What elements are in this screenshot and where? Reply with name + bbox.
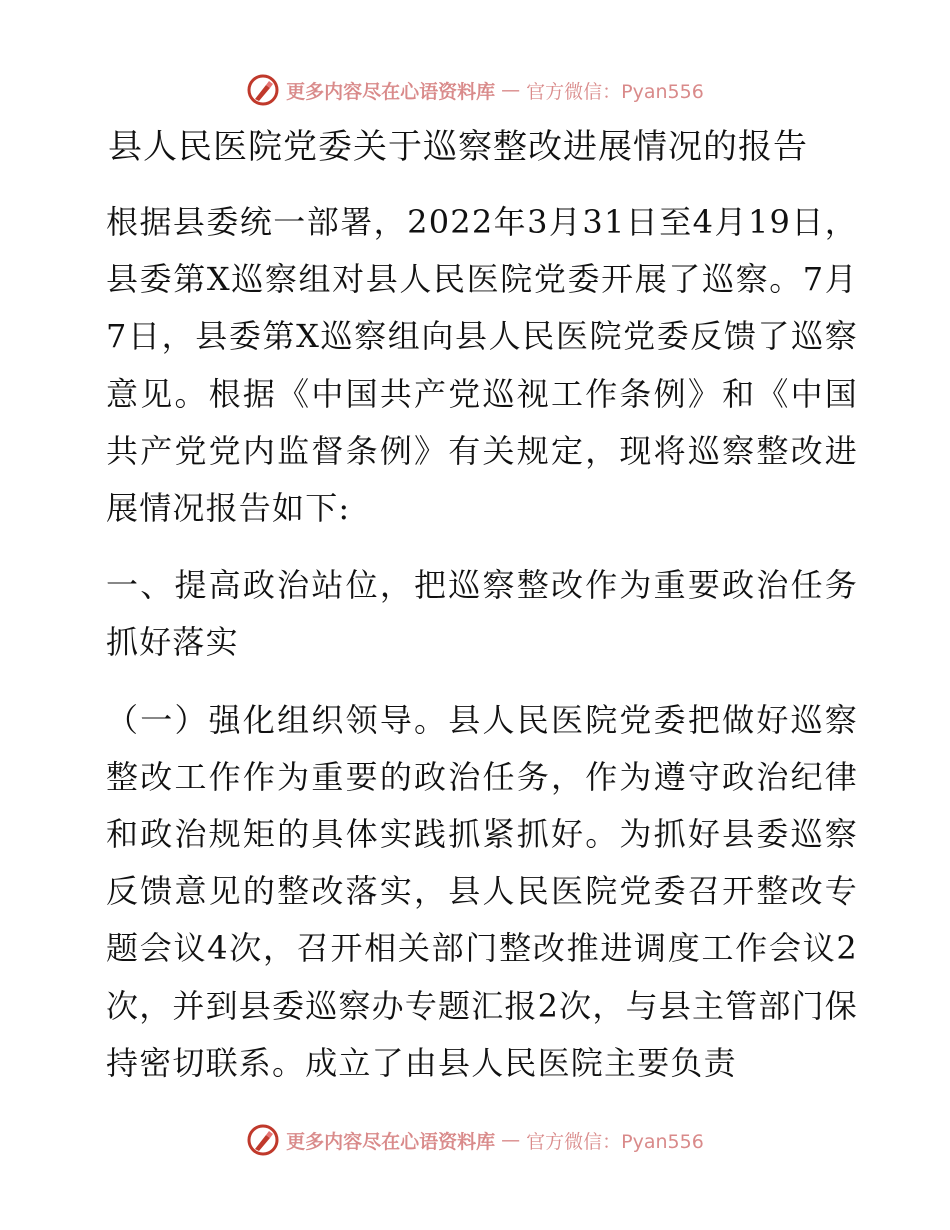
pen-logo-icon bbox=[246, 1123, 280, 1157]
paragraph-intro: 根据县委统一部署，2022年3月31日至4月19日，县委第X巡察组对县人民医院党委开展了巡察。7月7日，县委第X巡察组向县人民医院党委反馈了巡察意见。根据《中国共产党巡视工作条例》和《中国共产党党内监督条例》有关规定，现将巡察整改进展情况报告如下: bbox=[106, 203, 858, 528]
watermark-wechat: 官方微信：Pyan556 bbox=[526, 80, 704, 103]
watermark-text: 更多内容尽在心语资料库 bbox=[286, 1130, 496, 1153]
pen-logo-icon bbox=[246, 73, 280, 107]
watermark-wechat: 官方微信：Pyan556 bbox=[526, 1130, 704, 1153]
document-body bbox=[98, 118, 858, 1092]
paragraph-organization: （一）强化组织领导。县人民医院党委把做好巡察整改工作作为重要的政治任务，作为遵守政治纪律和政治规矩的具体实践抓紧抓好。为抓好县委巡察反馈意见的整改落实，县人民医院党委召开整改专题会议4次，召开相关部门整改推进调度工作会议2次，并到县委巡察办专题汇报2次，与县主管部门保持密切联系。成立了由县人民医院主要负责 bbox=[106, 700, 858, 1082]
watermark-separator: — bbox=[501, 79, 521, 101]
watermark-separator: — bbox=[501, 1129, 521, 1151]
watermark-header bbox=[0, 70, 950, 110]
watermark-footer bbox=[0, 1120, 950, 1160]
document-title: 县人民医院党委关于巡察整改进展情况的报告 bbox=[108, 127, 808, 167]
watermark-text: 更多内容尽在心语资料库 bbox=[286, 80, 496, 103]
section-heading-1: 一、提高政治站位，把巡察整改作为重要政治任务抓好落实 bbox=[106, 566, 858, 662]
